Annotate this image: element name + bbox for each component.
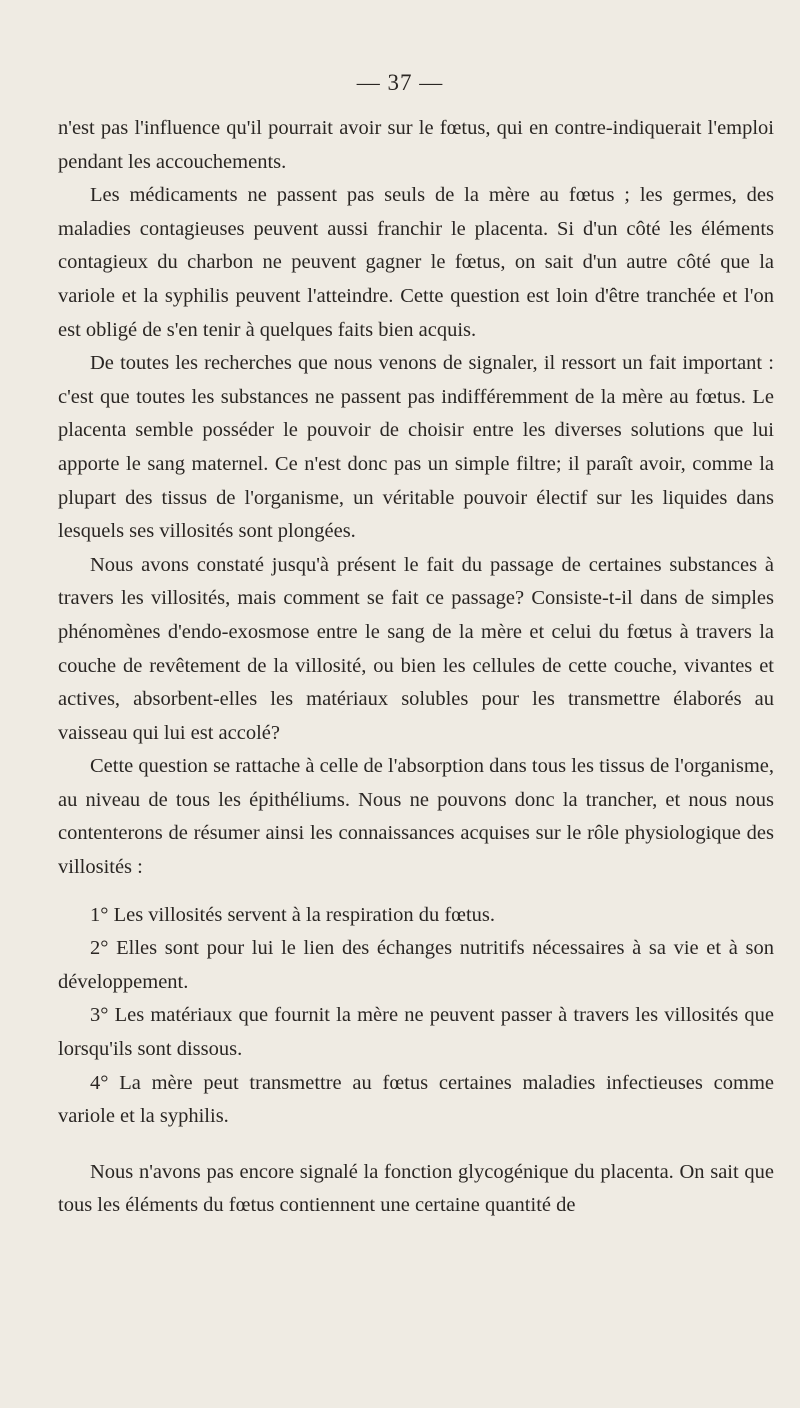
summary-item-3: 3° Les matériaux que fournit la mère ne peuvent passer à travers les villosités que lorsqu'ils sont dissous. — [58, 1004, 774, 1061]
page-number: — 37 — — [356, 70, 444, 95]
page-body — [58, 112, 774, 1223]
summary-item-4: 4° La mère peut transmettre au fœtus certaines maladies infectieuses comme variole et la syphilis. — [58, 1071, 774, 1128]
paragraph: Les médicaments ne passent pas seuls de la mère au fœtus ; les germes, des maladies contagieuses peuvent aussi franchir le placenta. Si d'un côté les éléments contagieux du charbon ne peuvent gagner le fœtus, on sait d'un autre côté que la variole et la syphilis peuvent l'atteindre. Cette question est loin d'être tranchée et l'on est obligé de s'en tenir à quelques faits bien acquis. — [58, 184, 774, 341]
paragraph: De toutes les recherches que nous venons de signaler, il ressort un fait important : c'est que toutes les substances ne passent pas indifféremment de la mère au fœtus. Le placenta semble posséder le pouvoir de choisir entre les diverses solutions que lui apporte le sang maternel. Ce n'est donc pas un simple filtre; il paraît avoir, comme la plupart des tissus de l'organisme, un véritable pouvoir électif sur les liquides dans lesquels ses villosités sont plongées. — [58, 352, 774, 543]
paragraph: Nous avons constaté jusqu'à présent le fait du passage de certaines substances à travers les villosités, mais comment se fait ce passage? Consiste-t-il dans de simples phénomènes d'endo-exosmose entre le sang de la mère et celui du fœtus à travers la couche de revêtement de la villosité, ou bien les cellules de cette couche, vivantes et actives, absorbent-elles les matériaux solubles pour les transmettre élaborés au vaisseau qui lui est accolé? — [58, 553, 774, 744]
summary-item-1: 1° Les villosités servent à la respiration du fœtus. — [90, 903, 496, 926]
closing-paragraph: Nous n'avons pas encore signalé la fonction glycogénique du placenta. On sait que tous les éléments du fœtus contiennent une certaine quantité de — [58, 1160, 774, 1217]
paragraph: n'est pas l'influence qu'il pourrait avoir sur le fœtus, qui en contre-indiquerait l'emploi pendant les accouchements. — [58, 117, 774, 173]
summary-item-2: 2° Elles sont pour lui le lien des échanges nutritifs nécessaires à sa vie et à son développement. — [58, 937, 774, 993]
paragraph: Cette question se rattache à celle de l'absorption dans tous les tissus de l'organisme, au niveau de tous les épithéliums. Nous ne pouvons donc la trancher, et nous nous contenterons de résumer ainsi les connaissances acquises sur le rôle physiologique des villosités : — [58, 755, 774, 879]
